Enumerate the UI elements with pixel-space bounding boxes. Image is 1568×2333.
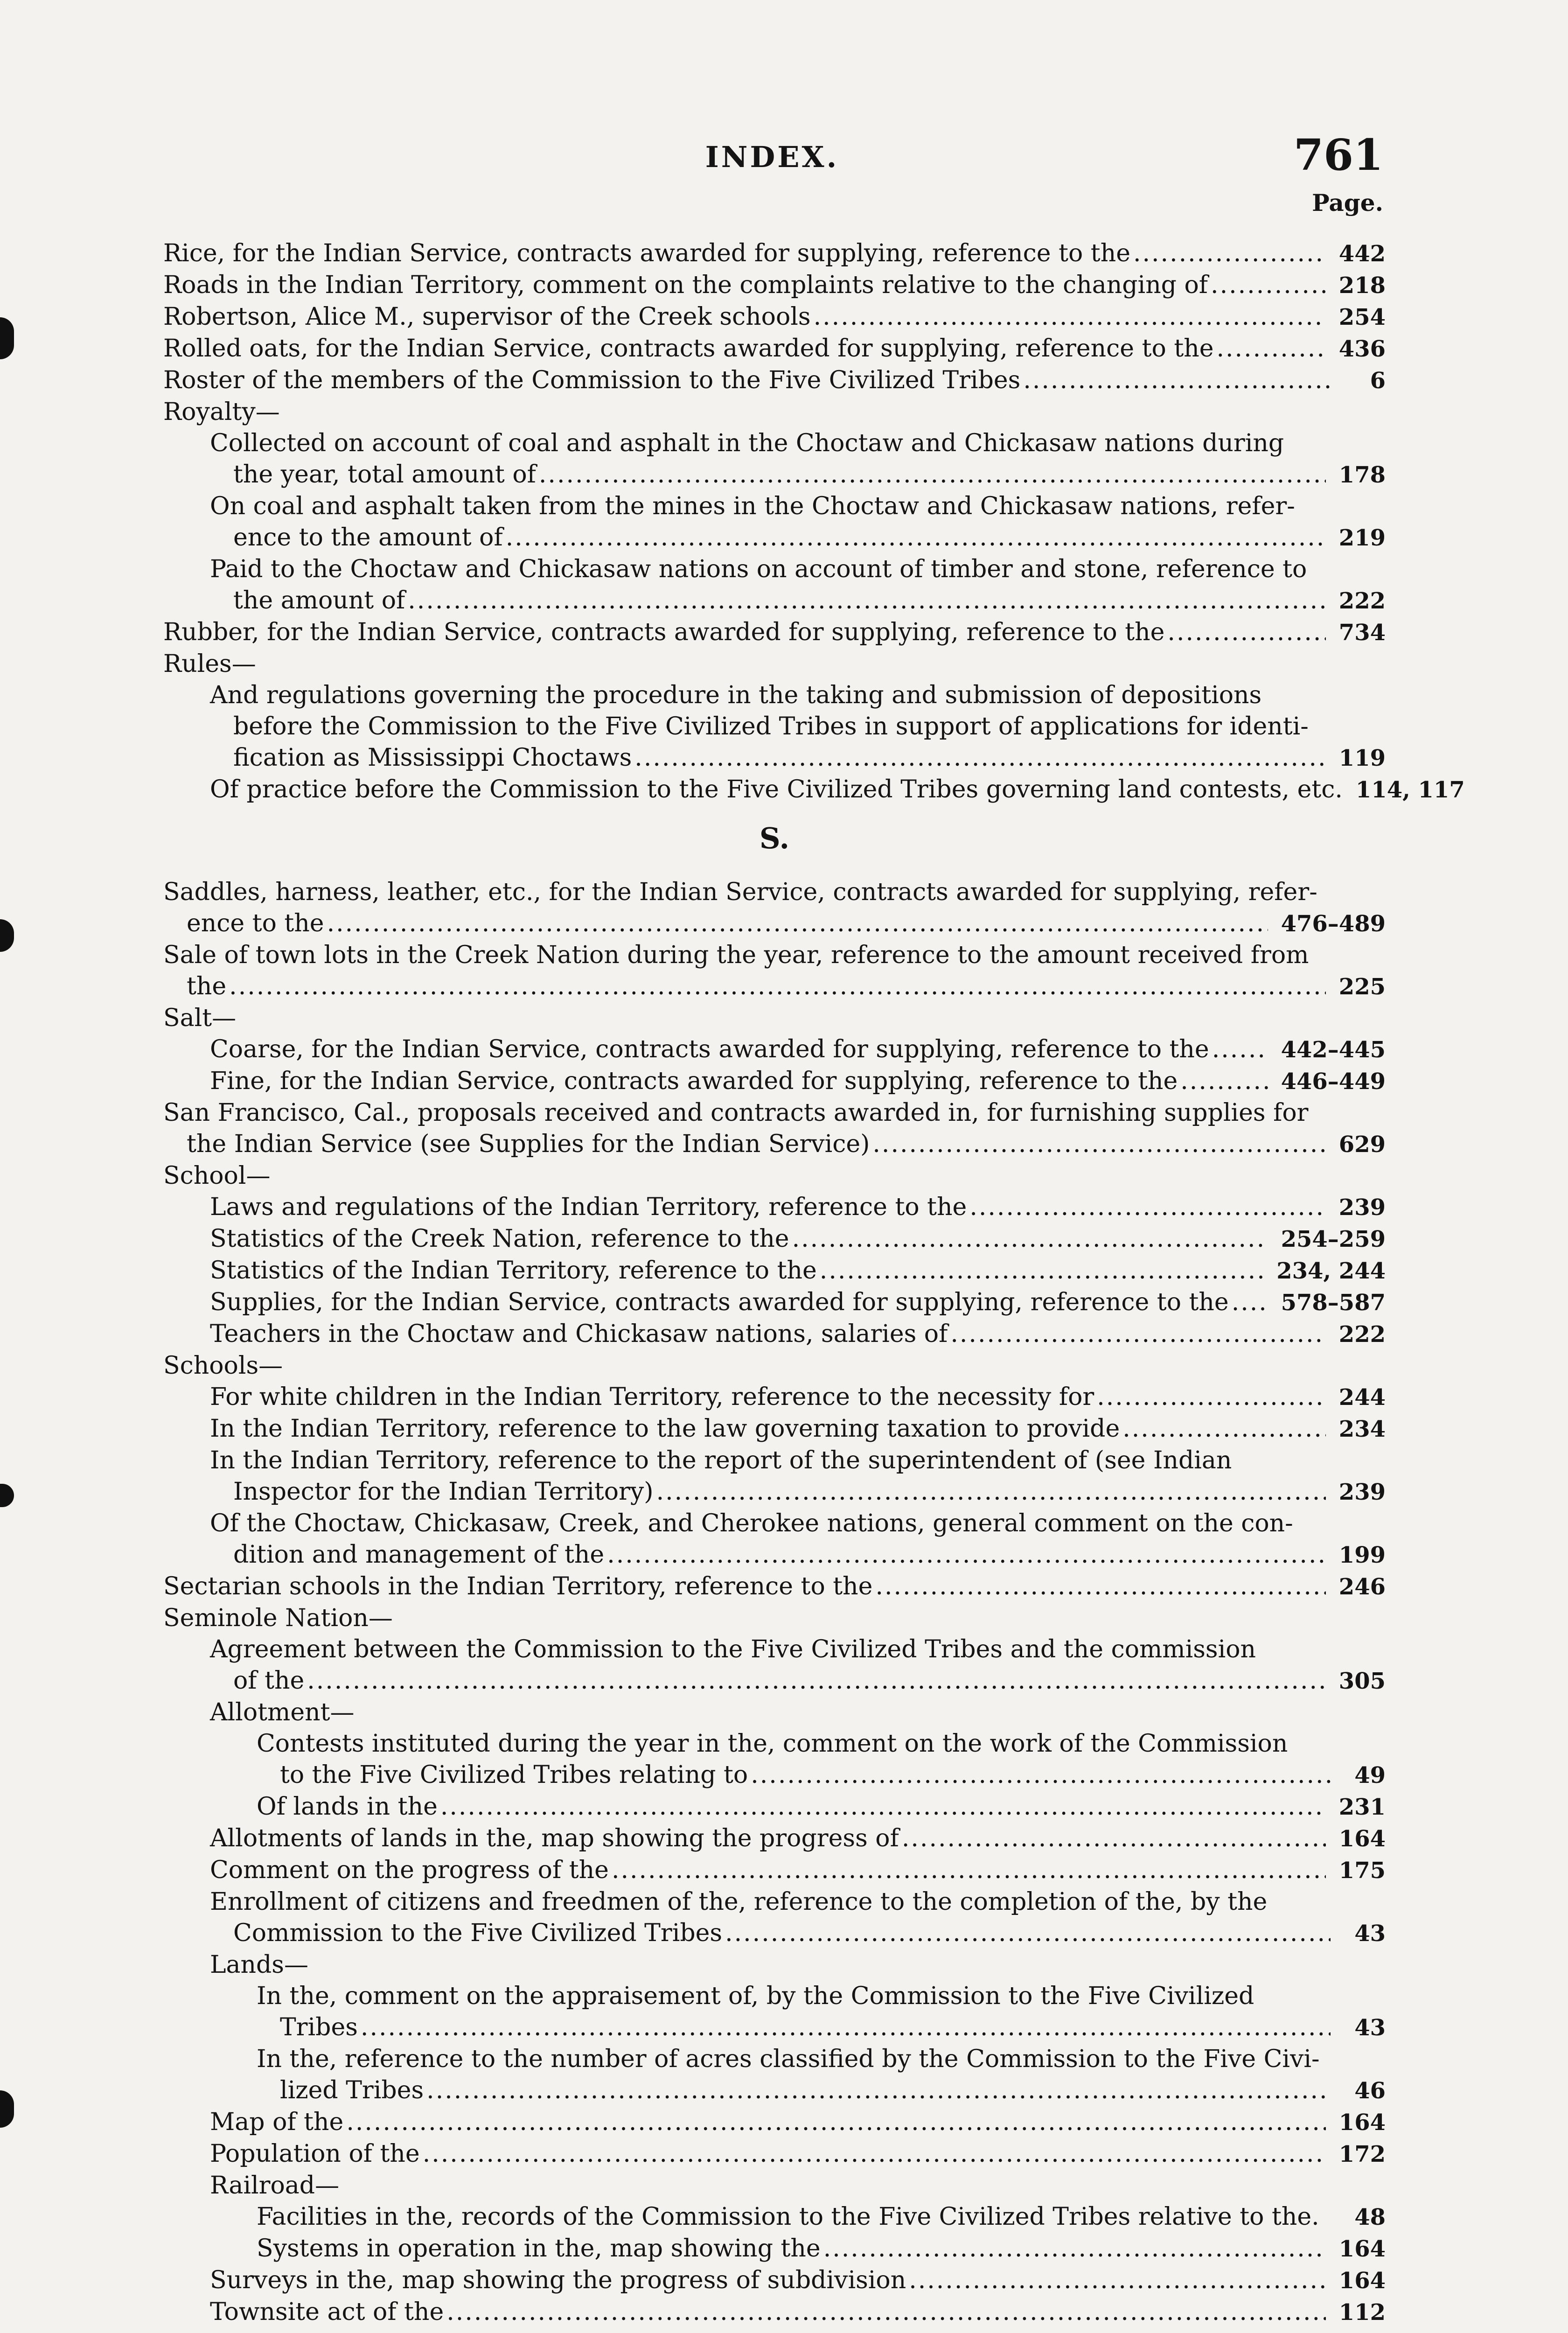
page-reference: 222 (1338, 588, 1386, 614)
entry-text: For white children in the Indian Territory, reference to the necessity for (210, 1383, 1094, 1411)
entry-text: Laws and regulations of the Indian Territory, reference to the (210, 1193, 967, 1221)
entry-text: Allotment— (210, 1698, 355, 1726)
index-entry (163, 2170, 1386, 2201)
entry-text: Royalty— (163, 398, 280, 426)
entry-line (210, 428, 1386, 459)
index-list (163, 238, 1465, 2328)
entry-text: fication as Mississippi Choctaws (233, 744, 632, 772)
leader-dots (1023, 365, 1331, 396)
leader-dots (229, 971, 1326, 1002)
entry-text: Rice, for the Indian Service, contracts awarded for supplying, reference to the (163, 239, 1130, 267)
entry-line (210, 1508, 1386, 1539)
page-reference: 231 (1338, 1794, 1386, 1820)
page-reference: 164 (1338, 1826, 1386, 1852)
index-entry (163, 238, 1386, 270)
entry-text: ence to the (187, 909, 324, 937)
entry-text: to the Five Civilized Tribes relating to (280, 1761, 748, 1789)
entry-text: In the Indian Territory, reference to the law governing taxation to provide (210, 1415, 1120, 1443)
leader-dots (426, 2075, 1331, 2106)
scan-edge-mark (0, 919, 14, 952)
entry-line (210, 522, 1386, 554)
index-entry (163, 554, 1386, 617)
entry-text: Inspector for the Indian Territory) (233, 1478, 654, 1506)
entry-line (163, 1160, 1386, 1192)
entry-line (210, 554, 1386, 585)
entry-text: Rules— (163, 650, 256, 678)
index-entry (163, 365, 1386, 397)
leader-dots (875, 1571, 1325, 1602)
entry-line (210, 1223, 1386, 1255)
entry-line (210, 1192, 1386, 1223)
entry-text: And regulations governing the procedure in the taking and submission of depositions (210, 681, 1262, 709)
leader-dots (823, 2233, 1326, 2264)
index-entry (163, 1603, 1386, 1634)
page-reference: 218 (1338, 272, 1386, 299)
page-reference: 164 (1338, 2236, 1386, 2262)
page-reference: 114, 117 (1355, 777, 1465, 803)
index-entry (163, 428, 1386, 491)
index-group-s (163, 877, 1386, 2328)
entry-text: the Indian Service (see Supplies for the Indian Service) (187, 1130, 870, 1158)
leader-dots (361, 2012, 1331, 2043)
entry-line (210, 742, 1386, 774)
scan-edge-mark (0, 2090, 14, 2128)
leader-dots (446, 2297, 1326, 2328)
entry-line (210, 711, 1386, 742)
scan-edge-mark (0, 1484, 14, 1507)
entry-text: dition and management of the (233, 1541, 605, 1569)
entry-text: Roads in the Indian Territory, comment on the complaints relative to the changing of (163, 271, 1208, 299)
index-entry (163, 1287, 1386, 1319)
page-reference: 164 (1338, 2268, 1386, 2294)
leader-dots (506, 522, 1326, 553)
entry-text: the amount of (233, 587, 405, 615)
entry-text: Commission to the Five Civilized Tribes (233, 1919, 723, 1947)
page-reference: 578–587 (1281, 1290, 1386, 1316)
entry-line (257, 1728, 1386, 1760)
page-reference: 305 (1338, 1668, 1386, 1694)
entry-line (163, 397, 1386, 428)
entry-line (210, 491, 1386, 522)
entry-line (163, 1129, 1386, 1160)
entry-line (210, 1319, 1386, 1350)
entry-line (210, 1287, 1386, 1319)
index-group-r (163, 238, 1465, 806)
leader-dots (423, 2138, 1326, 2170)
index-entry (163, 1382, 1386, 1413)
index-entry (163, 2233, 1386, 2265)
page-reference: 119 (1338, 745, 1386, 771)
entry-text: Supplies, for the Indian Service, contracts awarded for supplying, reference to the (210, 1288, 1229, 1316)
index-entry (163, 649, 1386, 680)
entry-text: ence to the amount of (233, 524, 503, 552)
entry-line (210, 2138, 1386, 2170)
entry-text: Robertson, Alice M., supervisor of the Creek schools (163, 303, 811, 331)
entry-line (210, 1476, 1386, 1508)
entry-line (257, 1981, 1386, 2012)
index-entry (163, 1823, 1386, 1855)
entry-line (163, 617, 1386, 649)
entry-line (163, 365, 1386, 397)
entry-text: Paid to the Choctaw and Chickasaw nations on account of timber and stone, reference to (210, 555, 1307, 583)
entry-text: Teachers in the Choctaw and Chickasaw nations, salaries of (210, 1320, 948, 1348)
entry-line (163, 877, 1386, 908)
page-reference: 244 (1338, 1384, 1386, 1411)
entry-line (210, 2265, 1386, 2297)
entry-text: San Francisco, Cal., proposals received and contracts awarded in, for furnishing supplies for (163, 1099, 1309, 1127)
entry-line (163, 649, 1386, 680)
entry-line (210, 1445, 1386, 1476)
index-entry (163, 1192, 1386, 1223)
index-entry (163, 1003, 1386, 1034)
entry-line (210, 1634, 1386, 1665)
page-reference: 43 (1354, 1921, 1386, 1947)
entry-text: before the Commission to the Five Civilized Tribes in support of applications for identi- (233, 712, 1309, 740)
entry-text: In the Indian Territory, reference to the report of the superintendent of (see Indian (210, 1446, 1232, 1474)
index-entry (163, 1508, 1386, 1571)
page-reference: 222 (1338, 1321, 1386, 1348)
entry-line (210, 1855, 1386, 1886)
leader-dots (872, 1129, 1325, 1160)
entry-text: Agreement between the Commission to the Five Civilized Tribes and the commission (210, 1635, 1256, 1663)
entry-line (163, 238, 1386, 270)
entry-text: Collected on account of coal and asphalt in the Choctaw and Chickasaw nations during (210, 429, 1284, 457)
entry-text: Map of the (210, 2108, 344, 2136)
index-entry (163, 617, 1386, 649)
index-entry (163, 1855, 1386, 1886)
index-entry (163, 1413, 1386, 1445)
index-entry (163, 1223, 1386, 1255)
entry-line (210, 459, 1386, 491)
page-reference: 219 (1338, 525, 1386, 551)
entry-text: Enrollment of citizens and freedmen of the, reference to the completion of the, by the (210, 1888, 1268, 1916)
entry-line (210, 1918, 1386, 1949)
index-entry (163, 1350, 1386, 1382)
index-entry (163, 1728, 1386, 1791)
entry-line (163, 1097, 1386, 1129)
index-entry (163, 2201, 1386, 2233)
index-entry (163, 270, 1386, 301)
entry-line (210, 1539, 1386, 1571)
leader-dots (751, 1760, 1331, 1791)
entry-line (210, 2297, 1386, 2328)
index-entry (163, 397, 1386, 428)
leader-dots (539, 459, 1326, 490)
entry-line (210, 1886, 1386, 1918)
page-reference: 629 (1338, 1132, 1386, 1158)
index-entry (163, 1697, 1386, 1728)
entry-line (210, 680, 1386, 711)
page-reference: 46 (1354, 2078, 1386, 2104)
entry-text: Statistics of the Creek Nation, reference to the (210, 1225, 789, 1253)
entry-text: Rolled oats, for the Indian Service, contracts awarded for supplying, reference to the (163, 335, 1214, 363)
entry-text: Tribes (280, 2013, 358, 2041)
entry-text: Saddles, harness, leather, etc., for the Indian Service, contracts awarded for supplying, refer- (163, 878, 1317, 906)
page-header (161, 130, 1383, 217)
index-entry (163, 1981, 1386, 2044)
index-entry (163, 2297, 1386, 2328)
entry-line (163, 908, 1386, 940)
entry-line (210, 1823, 1386, 1855)
page-reference: 234 (1338, 1416, 1386, 1442)
entry-text: Sectarian schools in the Indian Territory, reference to the (163, 1572, 873, 1600)
entry-text: of the (233, 1667, 305, 1695)
index-entry (163, 940, 1386, 1003)
page-reference: 234, 244 (1276, 1258, 1386, 1284)
leader-dots (820, 1255, 1263, 1286)
section-letter: S. (759, 821, 790, 855)
entry-text: In the, reference to the number of acres classified by the Commission to the Five Civi- (257, 2045, 1320, 2073)
entry-text: Systems in operation in the, map showing the (257, 2235, 821, 2263)
page-reference: 49 (1354, 1762, 1386, 1788)
page-column-label: Page. (1312, 189, 1383, 217)
entry-line (163, 1603, 1386, 1634)
leader-dots (969, 1192, 1325, 1223)
page-reference: 734 (1338, 620, 1386, 646)
entry-line (257, 2044, 1386, 2075)
entry-line (163, 333, 1386, 365)
index-entry (163, 491, 1386, 554)
entry-line (163, 270, 1386, 301)
scan-edge-mark (0, 317, 14, 359)
page-reference: 254–259 (1281, 1226, 1386, 1252)
leader-dots (327, 908, 1268, 939)
index-entry (163, 1445, 1386, 1508)
leader-dots (1180, 1066, 1268, 1097)
entry-line (210, 2107, 1386, 2138)
page-reference: 199 (1338, 1542, 1386, 1568)
leader-dots (950, 1319, 1325, 1350)
entry-text: Comment on the progress of the (210, 1856, 609, 1884)
page-reference: 442–445 (1281, 1037, 1386, 1063)
entry-line (210, 1034, 1386, 1066)
page-reference: 48 (1354, 2204, 1386, 2230)
entry-text: In the, comment on the appraisement of, by the Commission to the Five Civilized (257, 1982, 1254, 2010)
entry-text: Townsite act of the (210, 2298, 444, 2326)
leader-dots (607, 1539, 1326, 1571)
leader-dots (792, 1223, 1268, 1255)
page-reference: 112 (1338, 2299, 1386, 2326)
entry-text: Of lands in the (257, 1793, 438, 1821)
entry-text: Schools— (163, 1352, 283, 1380)
index-entry (163, 1255, 1386, 1287)
entry-text: Railroad— (210, 2172, 340, 2200)
index-entry (163, 1791, 1386, 1823)
entry-line (210, 585, 1386, 617)
page-reference: 476–489 (1281, 911, 1386, 937)
page-reference: 164 (1338, 2109, 1386, 2136)
leader-dots (408, 585, 1326, 616)
index-entry (163, 2107, 1386, 2138)
index-entry (163, 333, 1386, 365)
page-reference: 239 (1338, 1194, 1386, 1221)
leader-dots (1097, 1382, 1326, 1413)
index-entry (163, 2265, 1386, 2297)
entry-line (210, 1665, 1386, 1697)
leader-dots (814, 301, 1326, 333)
index-entry (163, 680, 1386, 774)
entry-text: Of the Choctaw, Chickasaw, Creek, and Cherokee nations, general comment on the con- (210, 1509, 1293, 1537)
entry-text: Fine, for the Indian Service, contracts awarded for supplying, reference to the (210, 1067, 1178, 1095)
entry-line (257, 1760, 1386, 1791)
entry-line (257, 1791, 1386, 1823)
entry-text: Contests instituted during the year in the, comment on the work of the Commission (257, 1730, 1288, 1758)
entry-line (163, 971, 1386, 1003)
page-reference: 43 (1354, 2015, 1386, 2041)
leader-dots (1122, 1413, 1326, 1445)
page-reference: 225 (1338, 974, 1386, 1000)
index-entry (163, 1066, 1386, 1097)
running-head: INDEX. (705, 140, 839, 174)
leader-dots (1167, 617, 1325, 648)
entry-text: the year, total amount of (233, 461, 536, 489)
leader-dots (1232, 1287, 1268, 1318)
page-reference: 6 (1370, 368, 1386, 394)
leader-dots (1212, 1034, 1268, 1065)
entry-text: School— (163, 1162, 271, 1190)
entry-line (257, 2012, 1386, 2044)
entry-line (163, 940, 1386, 971)
page-reference: 446–449 (1281, 1069, 1386, 1095)
index-entry (163, 2044, 1386, 2107)
entry-line (163, 1003, 1386, 1034)
index-entry (163, 2138, 1386, 2170)
leader-dots (656, 1476, 1326, 1508)
page-reference: 239 (1338, 1479, 1386, 1505)
entry-text: Roster of the members of the Commission to the Five Civilized Tribes (163, 366, 1021, 394)
entry-line (163, 1571, 1386, 1603)
entry-text: Rubber, for the Indian Service, contracts awarded for supplying, reference to the (163, 618, 1165, 646)
entry-line (210, 1255, 1386, 1287)
page-reference: 172 (1338, 2141, 1386, 2167)
entry-text: On coal and asphalt taken from the mines in the Choctaw and Chickasaw nations, refer- (210, 492, 1295, 520)
page-reference: 246 (1338, 1574, 1386, 1600)
index-entry (163, 1571, 1386, 1603)
leader-dots (307, 1665, 1326, 1697)
index-entry (163, 301, 1386, 333)
index-entry (163, 877, 1386, 940)
entry-line (257, 2233, 1386, 2265)
page-reference: 442 (1338, 241, 1386, 267)
entry-line (163, 1350, 1386, 1382)
leader-dots (1217, 333, 1326, 364)
leader-dots (440, 1791, 1326, 1823)
entry-line (163, 301, 1386, 333)
leader-dots (634, 742, 1326, 774)
index-entry (163, 1634, 1386, 1697)
entry-text: Population of the (210, 2140, 420, 2168)
entry-text: Surveys in the, map showing the progress of subdivision (210, 2266, 906, 2294)
index-entry (163, 774, 1465, 806)
entry-line (210, 1697, 1386, 1728)
entry-line (210, 2170, 1386, 2201)
entry-line (210, 1066, 1386, 1097)
index-entry (163, 1886, 1386, 1949)
entry-text: Allotments of lands in the, map showing the progress of (210, 1824, 899, 1852)
entry-line (257, 2201, 1386, 2233)
leader-dots (902, 1823, 1326, 1854)
index-entry (163, 1949, 1386, 1981)
entry-text: Salt— (163, 1004, 237, 1032)
entry-text: lized Tribes (280, 2076, 424, 2104)
index-entry (163, 1097, 1386, 1160)
entry-line (210, 1382, 1386, 1413)
entry-text: Of practice before the Commission to the Five Civilized Tribes governing land contests, etc. (210, 775, 1343, 803)
leader-dots (725, 1918, 1331, 1949)
page-reference: 178 (1338, 462, 1386, 488)
page-reference: 175 (1338, 1858, 1386, 1884)
entry-line (210, 1413, 1386, 1445)
leader-dots (612, 1855, 1326, 1886)
leader-dots (909, 2265, 1326, 2296)
page-reference: 436 (1338, 336, 1386, 362)
entry-text: Sale of town lots in the Creek Nation during the year, reference to the amount received from (163, 941, 1309, 969)
leader-dots (346, 2107, 1325, 2138)
entry-line (210, 774, 1465, 806)
entry-line (210, 1949, 1386, 1981)
entry-text: Lands— (210, 1951, 308, 1979)
entry-text: Coarse, for the Indian Service, contracts awarded for supplying, reference to the (210, 1035, 1209, 1063)
entry-text: Seminole Nation— (163, 1604, 393, 1632)
leader-dots (1133, 238, 1326, 269)
index-entry (163, 1160, 1386, 1192)
leader-dots (1211, 270, 1326, 301)
index-entry (163, 1034, 1386, 1066)
page-reference: 254 (1338, 304, 1386, 330)
index-entry (163, 1319, 1386, 1350)
entry-line (257, 2075, 1386, 2107)
entry-text: the (187, 972, 227, 1000)
page-number: 761 (1293, 130, 1383, 180)
entry-text: Statistics of the Indian Territory, reference to the (210, 1257, 817, 1285)
entry-text: Facilities in the, records of the Commission to the Five Civilized Tribes relative to the. (257, 2203, 1319, 2231)
